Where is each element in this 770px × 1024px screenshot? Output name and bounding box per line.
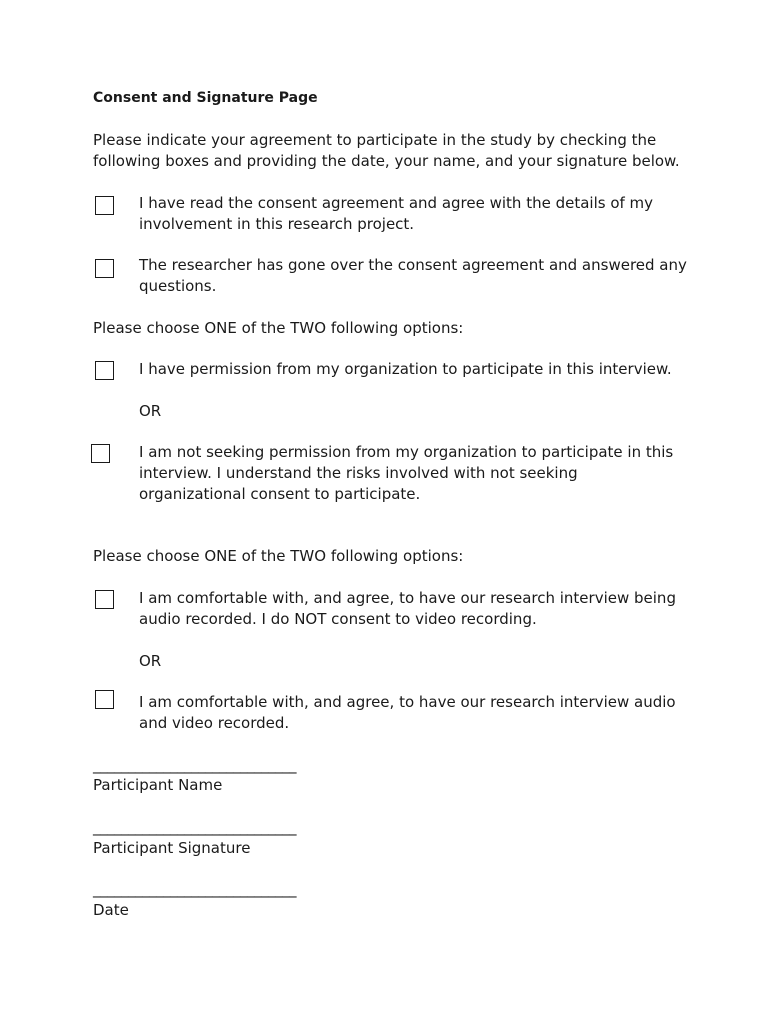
no-permission-line-1: I am not seeking permission from my organization to participate in this — [139, 443, 674, 461]
audio-video-line-2: and video recorded. — [139, 714, 290, 732]
no-permission-line-3: organizational consent to participate. — [139, 485, 421, 503]
audio-only-line-2: audio recorded. I do NOT consent to video recording. — [139, 610, 537, 628]
date-line[interactable]: _____________________________ — [93, 880, 296, 898]
agreement-1-line-1: I have read the consent agreement and agree with the details of my — [139, 194, 654, 212]
agreement-2-line-2: questions. — [139, 277, 217, 295]
audio-only-line-1: I am comfortable with, and agree, to have our research interview being — [139, 589, 676, 607]
permission-option-text: I have permission from my organization to participate in this interview. — [139, 360, 672, 378]
date-label: Date — [93, 901, 129, 919]
section-1-or: OR — [139, 402, 162, 420]
agreement-2-checkbox[interactable] — [95, 259, 114, 278]
intro-line-1: Please indicate your agreement to participate in the study by checking the — [93, 131, 657, 149]
agreement-2-line-1: The researcher has gone over the consent agreement and answered any — [139, 256, 687, 274]
participant-name-line[interactable]: _____________________________ — [93, 756, 296, 774]
section-2-heading: Please choose ONE of the TWO following options: — [93, 547, 464, 565]
participant-signature-line[interactable]: _____________________________ — [93, 818, 296, 836]
audio-video-option-checkbox[interactable] — [95, 690, 114, 709]
intro-line-2: following boxes and providing the date, your name, and your signature below. — [93, 152, 680, 170]
no-permission-line-2: interview. I understand the risks involved with not seeking — [139, 464, 578, 482]
no-permission-option-checkbox[interactable] — [91, 444, 110, 463]
participant-name-label: Participant Name — [93, 776, 223, 794]
audio-video-line-1: I am comfortable with, and agree, to have our research interview audio — [139, 693, 676, 711]
participant-signature-label: Participant Signature — [93, 839, 251, 857]
audio-only-option-checkbox[interactable] — [95, 590, 114, 609]
section-1-heading: Please choose ONE of the TWO following options: — [93, 319, 464, 337]
agreement-1-line-2: involvement in this research project. — [139, 215, 415, 233]
page-title: Consent and Signature Page — [93, 90, 318, 106]
permission-option-checkbox[interactable] — [95, 361, 114, 380]
agreement-1-checkbox[interactable] — [95, 196, 114, 215]
section-2-or: OR — [139, 652, 162, 670]
